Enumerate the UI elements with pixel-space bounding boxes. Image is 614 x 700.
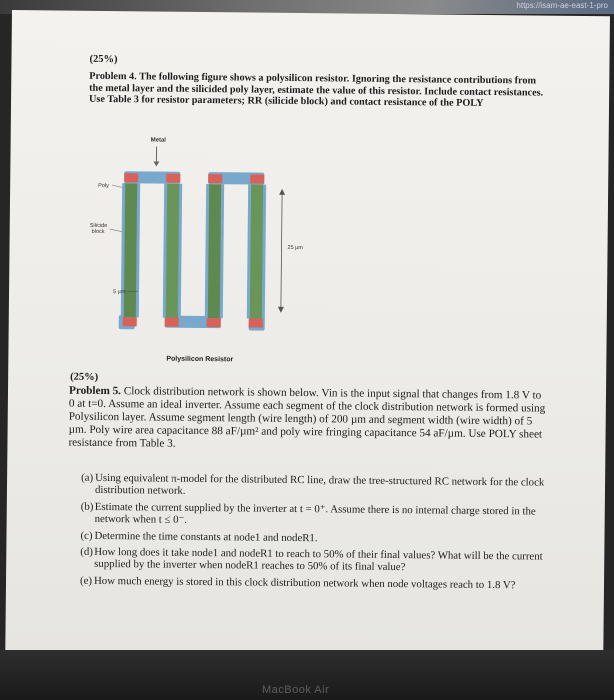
problem4-text: The following figure shows a polysilicon resistor. Ignoring the resistance contributions from the metal layer and the silicided poly layer, estimate the value of this resistor. Include contact resistances. Use Table 3 for resistor parameters; RR (silicide block) and contact resistance of the POLY: [89, 71, 544, 110]
subquestion-text: Estimate the current supplied by the inverter at t = 0⁺. Assume there is no internal charge stored in the network when t ≤ 0⁻.: [94, 500, 536, 527]
metal-contact-7: [207, 318, 221, 327]
subquestion-marker: (e): [79, 574, 93, 587]
subquestion-marker: (c): [80, 529, 93, 542]
poly-segment-3: [207, 184, 222, 318]
silicide-label-line1: Silicide: [89, 222, 108, 230]
subquestion-text: How long does it take node1 and nodeR1 to reach to 50% of their final values? What will be the current supplied by the inverter when nodeR1 reaches to 50% of its final value?: [94, 545, 543, 574]
silicide-label-line2: block: [91, 228, 105, 235]
problem4-score: (25%): [89, 53, 118, 66]
metal-contact-6: [165, 318, 179, 327]
subquestion-text: Determine the time constants at node1 and nodeR1.: [94, 529, 318, 544]
subquestion-text: How much energy is stored in this clock distribution network when node voltages reach to 1.8 V?: [93, 574, 516, 592]
homework-page: [5, 10, 610, 656]
length-label: 25 µm: [287, 244, 303, 252]
subquestion-d: [80, 546, 546, 576]
metal-label: Metal: [150, 137, 167, 144]
problem5-score: (25%): [70, 371, 99, 383]
metal-arrowhead: [153, 161, 159, 166]
length-dimension-line: [281, 191, 282, 311]
poly-segment-2: [165, 184, 180, 318]
resistor-figure: [78, 129, 340, 368]
laptop-brand: MacBook Air: [262, 684, 330, 696]
subquestion-b: [81, 501, 547, 531]
subquestion-marker: (b): [80, 500, 94, 513]
length-arrow-top: [279, 189, 285, 195]
metal-contact-2: [166, 174, 180, 183]
metal-contact-3: [208, 174, 222, 183]
poly-label: Poly: [98, 182, 109, 190]
metal-contact-5: [123, 317, 137, 326]
poly-segment-4: [249, 185, 264, 319]
width-label: 5 µm: [113, 289, 126, 296]
problem5-subquestions: [80, 472, 547, 596]
figure-caption: Polysilicon Resistor: [166, 355, 234, 364]
metal-contact-1: [124, 173, 138, 182]
url-fragment[interactable]: https://isam-ae-east-1-pro: [516, 1, 608, 10]
problem4-paragraph: [89, 71, 549, 111]
problem5-text: Clock distribution network is shown below. Vin is the input signal that changes from 1.8 V to 0 at t=0. Assume an ideal inverter. Assume each segment of the clock distribution network is formed using Polysilicon layer. Assume segment length (wire length) of 200 µm and segment width (wire width) of 5 µm. Poly wire area capacitance 88 aF/µm² and poly wire fringing capacitance 54 aF/µm. Use POLY sheet resistance from Table 3.: [68, 385, 546, 450]
subquestion-marker: (a): [81, 471, 94, 484]
problem5-heading: Problem 5.: [68, 384, 122, 398]
metal-contact-8: [249, 318, 263, 327]
poly-segment-1: [123, 183, 138, 317]
subquestion-marker: (d): [80, 545, 93, 558]
subquestion-c: [80, 529, 546, 546]
subquestion-e: [80, 575, 546, 592]
problem5-paragraph: [68, 385, 549, 455]
problem4-heading: Problem 4.: [89, 70, 137, 83]
subquestion-a: [81, 472, 547, 502]
length-arrow-bottom: [278, 307, 284, 313]
metal-contact-4: [250, 175, 264, 184]
silicide-label: [90, 223, 109, 235]
subquestion-text: Using equivalent π-model for the distributed RC line, draw the tree-structured RC network for the clock distribution network.: [94, 471, 545, 498]
